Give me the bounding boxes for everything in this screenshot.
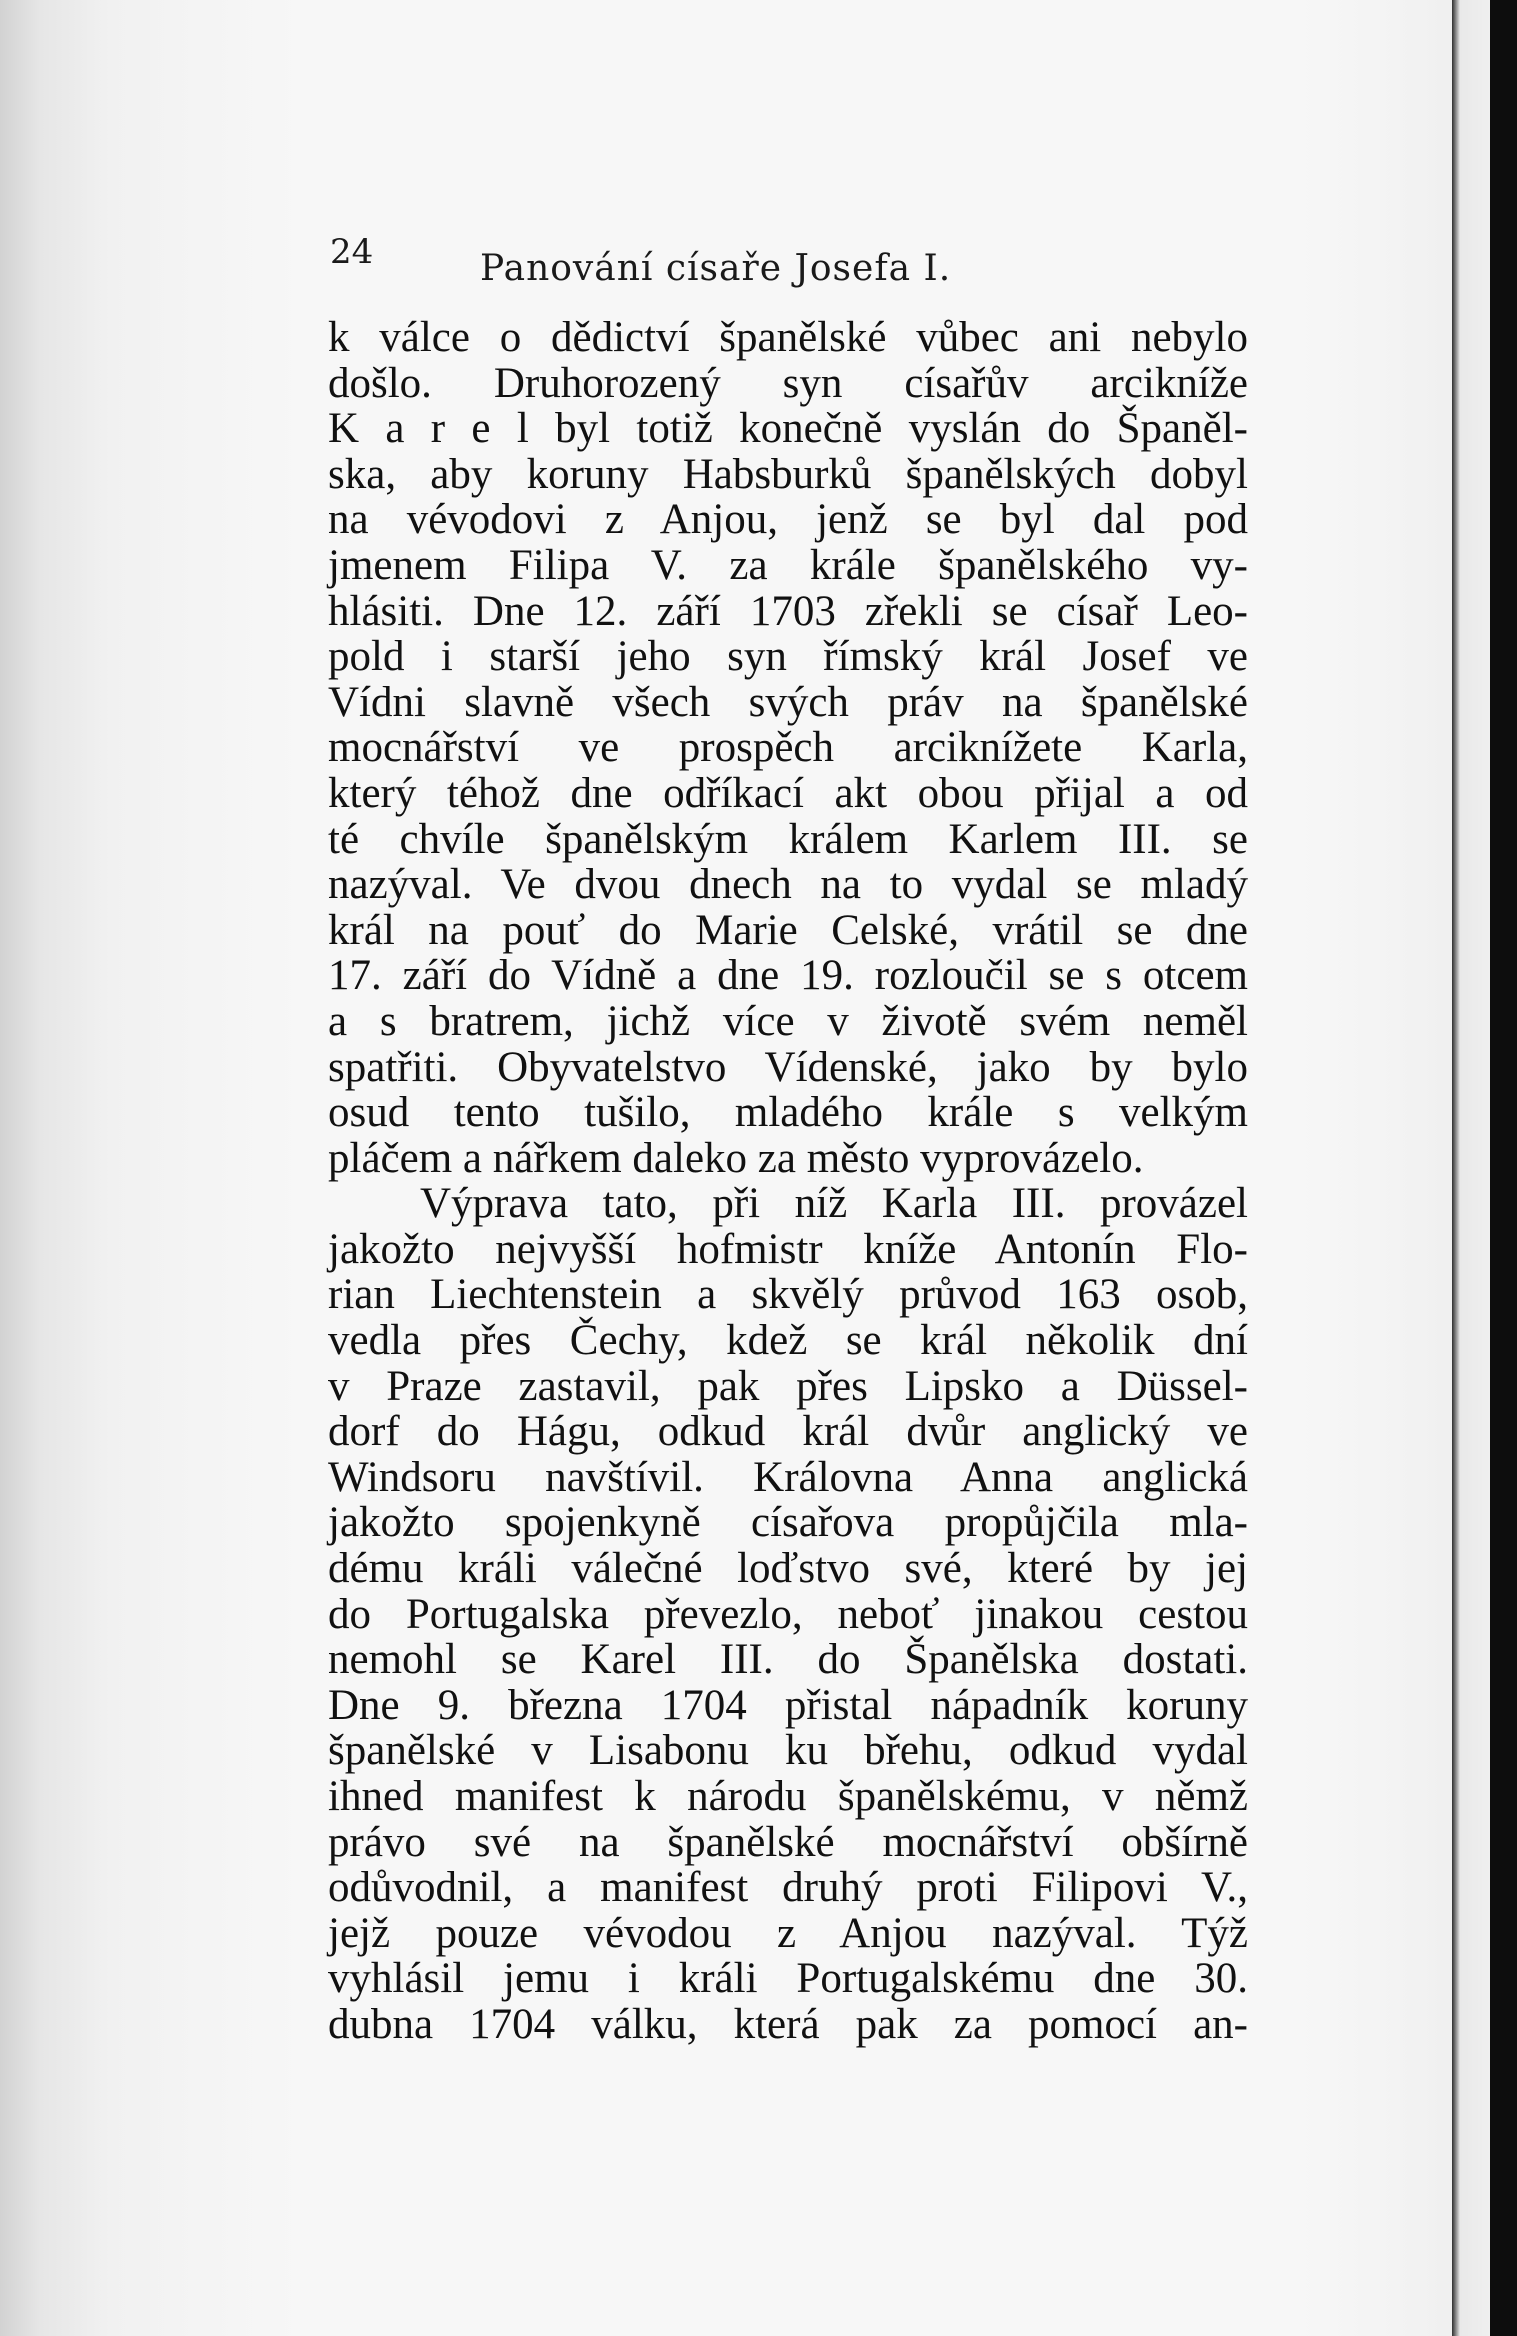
text-line: mocnářství ve prospěch arciknížete Karla, <box>328 724 1248 772</box>
text-line: ihned manifest k národu španělskému, v němž <box>328 1773 1248 1820</box>
text-line: nemohl se Karel III. do Španělska dostati. <box>328 1636 1248 1684</box>
scanner-background <box>1490 0 1517 2336</box>
text-line: spatřiti. Obyvatelstvo Vídenské, jako by bylo <box>328 1043 1248 1091</box>
text-line: Vídni slavně všech svých práv na španělské <box>328 678 1248 726</box>
text-line: dubna 1704 válku, která pak za pomocí an- <box>328 2000 1248 2048</box>
body-text <box>328 315 1248 2048</box>
text-line: dému králi válečné loďstvo své, které by jej <box>328 1545 1248 1593</box>
text-line: 17. září do Vídně a dne 19. rozloučil se s otcem <box>328 952 1248 1000</box>
text-line: do Portugalska převezlo, neboť jinakou cestou <box>328 1590 1248 1638</box>
text-line: na vévodovi z Anjou, jenž se byl dal pod <box>328 496 1248 544</box>
text-line: Dne 9. března 1704 přistal nápadník koruny <box>328 1681 1248 1729</box>
text-line: nazýval. Ve dvou dnech na to vydal se mladý <box>328 861 1248 909</box>
text-line: král na pouť do Marie Celské, vrátil se dne <box>328 906 1248 954</box>
text-line: vyhlásil jemu i králi Portugalskému dne 30. <box>328 1955 1248 2003</box>
text-line: té chvíle španělským králem Karlem III. se <box>328 815 1248 863</box>
text-line: jmenem Filipa V. za krále španělského vy- <box>328 541 1248 589</box>
text-line: Výprava tato, při níž Karla III. provázel <box>420 1180 1248 1228</box>
text-line: K a r e l byl totiž konečně vyslán do Španěl- <box>328 405 1248 453</box>
text-line: jakožto nejvyšší hofmistr kníže Antonín Flo- <box>328 1225 1248 1273</box>
text-line: pláčem a nářkem daleko za město vyprovázelo. <box>328 1134 1144 1182</box>
text-line: právo své na španělské mocnářství obšírně <box>328 1818 1248 1866</box>
text-line: došlo. Druhorozený syn císařův arcikníže <box>328 359 1248 407</box>
text-line: jakožto spojenkyně císařova propůjčila mla- <box>328 1499 1248 1547</box>
page-edge <box>1452 0 1490 2336</box>
text-line: hlásiti. Dne 12. září 1703 zřekli se císař Leo- <box>328 587 1248 635</box>
text-line: k válce o dědictví španělské vůbec ani nebylo <box>328 314 1248 361</box>
text-line: v Praze zastavil, pak přes Lipsko a Düssel- <box>328 1362 1248 1410</box>
text-line: dorf do Hágu, odkud král dvůr anglický ve <box>328 1408 1248 1456</box>
text-line: ska, aby koruny Habsburků španělských dobyl <box>328 450 1248 498</box>
text-line: který téhož dne odříkací akt obou přijal a od <box>328 769 1248 817</box>
text-line: vedla přes Čechy, kdež se král několik dní <box>328 1317 1248 1365</box>
text-line: jejž pouze vévodou z Anjou nazýval. Týž <box>328 1909 1248 1957</box>
text-line: rian Liechtenstein a skvělý průvod 163 osob, <box>328 1271 1248 1319</box>
text-line: osud tento tušilo, mladého krále s velkým <box>328 1089 1248 1137</box>
text-line: španělské v Lisabonu ku břehu, odkud vydal <box>328 1727 1248 1775</box>
text-line: pold i starší jeho syn římský král Josef ve <box>328 633 1248 681</box>
text-line: a s bratrem, jichž více v životě svém neměl <box>328 997 1248 1045</box>
text-line: odůvodnil, a manifest druhý proti Filipovi V., <box>328 1864 1248 1912</box>
text-line: Windsoru navštívil. Královna Anna anglická <box>328 1453 1248 1501</box>
page-number: 24 <box>330 232 374 272</box>
running-title: Panování císaře Josefa I. <box>480 248 952 289</box>
